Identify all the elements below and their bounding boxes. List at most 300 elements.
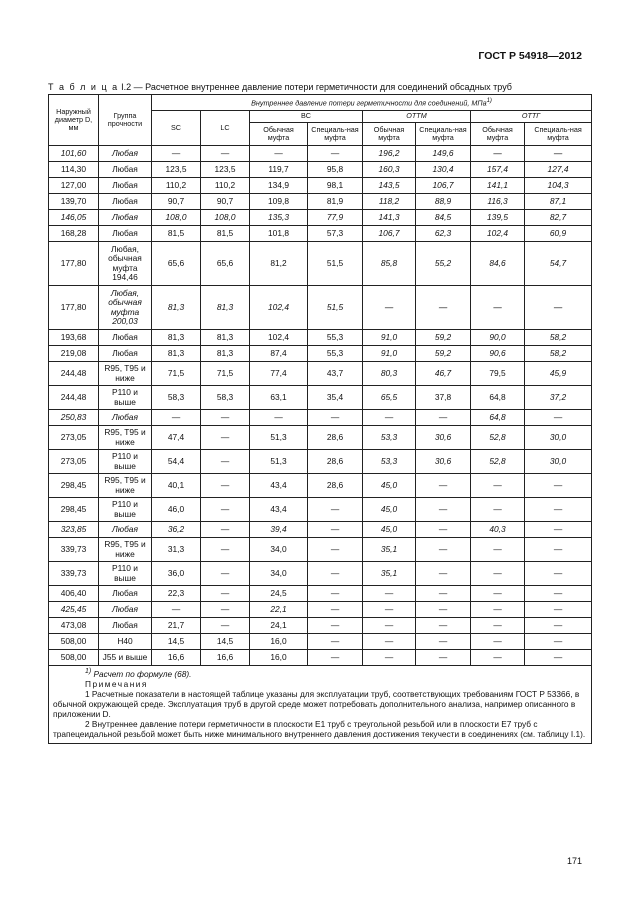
- cell-bc-normal: 43,4: [250, 498, 308, 522]
- cell-ottg-special: 45,9: [525, 362, 592, 386]
- table-row: [49, 618, 592, 634]
- cell-lc: —: [201, 602, 250, 618]
- table-row: [49, 634, 592, 650]
- cell-ottm-special: —: [416, 562, 471, 586]
- cell-bc-normal: 102,4: [250, 330, 308, 346]
- cell-bc-special: 55,3: [308, 346, 363, 362]
- cell-ottm-normal: 45,0: [363, 474, 416, 498]
- cell-sc: 22,3: [152, 586, 201, 602]
- cell-ottm-special: —: [416, 286, 471, 330]
- note-2: 2 Внутреннее давление потери герметичности в плоскости E1 труб с треугольной резьбой или в плоскости E7 труб с трапецеидальной резьбой может быть ниже минимального внутреннего давления достижения текучести в соединениях (см. таблицу I.1).: [53, 719, 586, 740]
- cell-ottg-special: 30,0: [525, 450, 592, 474]
- cell-ottg-special: —: [525, 538, 592, 562]
- cell-diameter: 139,70: [49, 194, 99, 210]
- cell-ottm-special: 62,3: [416, 226, 471, 242]
- table-row: [49, 242, 592, 286]
- cell-diameter: 508,00: [49, 634, 99, 650]
- header-lc: LC: [201, 111, 250, 146]
- cell-diameter: 298,45: [49, 474, 99, 498]
- cell-ottg-special: 87,1: [525, 194, 592, 210]
- header-bc-normal: Обычная муфта: [250, 123, 308, 146]
- cell-ottg-special: 60,9: [525, 226, 592, 242]
- cell-sc: —: [152, 146, 201, 162]
- cell-bc-special: 28,6: [308, 426, 363, 450]
- table-row: [49, 498, 592, 522]
- cell-ottg-special: 127,4: [525, 162, 592, 178]
- cell-ottg-normal: —: [471, 146, 525, 162]
- cell-sc: 36,0: [152, 562, 201, 586]
- header-sc: SC: [152, 111, 201, 146]
- cell-lc: 108,0: [201, 210, 250, 226]
- cell-bc-normal: 101,8: [250, 226, 308, 242]
- cell-ottm-normal: —: [363, 618, 416, 634]
- cell-bc-special: 51,5: [308, 286, 363, 330]
- cell-sc: 21,7: [152, 618, 201, 634]
- cell-ottm-normal: 160,3: [363, 162, 416, 178]
- cell-ottg-normal: 139,5: [471, 210, 525, 226]
- caption-prefix: Т а б л и ц а: [48, 82, 119, 92]
- cell-bc-special: —: [308, 538, 363, 562]
- cell-ottg-normal: 90,6: [471, 346, 525, 362]
- cell-diameter: 323,85: [49, 522, 99, 538]
- cell-bc-special: 51,5: [308, 242, 363, 286]
- cell-ottm-normal: 35,1: [363, 562, 416, 586]
- cell-ottg-normal: 116,3: [471, 194, 525, 210]
- cell-ottg-normal: —: [471, 586, 525, 602]
- cell-ottm-normal: 118,2: [363, 194, 416, 210]
- cell-ottg-normal: 79,5: [471, 362, 525, 386]
- cell-ottg-normal: 84,6: [471, 242, 525, 286]
- cell-bc-special: 81,9: [308, 194, 363, 210]
- page-number: 171: [566, 856, 582, 866]
- cell-diameter: 146,05: [49, 210, 99, 226]
- table-row: [49, 226, 592, 242]
- cell-ottg-special: 58,2: [525, 330, 592, 346]
- cell-sc: 81,3: [152, 330, 201, 346]
- cell-ottg-normal: 90,0: [471, 330, 525, 346]
- cell-ottm-special: 149,6: [416, 146, 471, 162]
- cell-diameter: 244,48: [49, 362, 99, 386]
- cell-bc-special: 95,8: [308, 162, 363, 178]
- table-row: [49, 650, 592, 666]
- cell-bc-special: 57,3: [308, 226, 363, 242]
- cell-diameter: 473,08: [49, 618, 99, 634]
- cell-bc-special: —: [308, 522, 363, 538]
- cell-bc-normal: 34,0: [250, 562, 308, 586]
- cell-bc-normal: 87,4: [250, 346, 308, 362]
- cell-lc: —: [201, 522, 250, 538]
- cell-lc: —: [201, 562, 250, 586]
- cell-ottg-normal: 102,4: [471, 226, 525, 242]
- cell-bc-special: —: [308, 602, 363, 618]
- cell-lc: 16,6: [201, 650, 250, 666]
- cell-ottm-normal: —: [363, 410, 416, 426]
- table-row: [49, 210, 592, 226]
- cell-bc-special: —: [308, 586, 363, 602]
- table-row: [49, 162, 592, 178]
- cell-ottg-special: 82,7: [525, 210, 592, 226]
- cell-ottm-special: 37,8: [416, 386, 471, 410]
- cell-group: P110 и выше: [99, 498, 152, 522]
- cell-lc: 65,6: [201, 242, 250, 286]
- cell-group: R95, T95 и ниже: [99, 474, 152, 498]
- cell-ottm-special: —: [416, 410, 471, 426]
- cell-group: Любая: [99, 146, 152, 162]
- cell-sc: 90,7: [152, 194, 201, 210]
- header-pressure-sup: 1): [486, 97, 492, 104]
- cell-ottg-special: 58,2: [525, 346, 592, 362]
- header-ottm-special: Специаль-ная муфта: [416, 123, 471, 146]
- cell-lc: —: [201, 538, 250, 562]
- cell-sc: 81,5: [152, 226, 201, 242]
- cell-bc-special: 98,1: [308, 178, 363, 194]
- table-row: [49, 602, 592, 618]
- cell-diameter: 273,05: [49, 450, 99, 474]
- cell-group: Любая, обычная муфта 194,46: [99, 242, 152, 286]
- cell-group: Любая: [99, 194, 152, 210]
- cell-bc-normal: 77,4: [250, 362, 308, 386]
- cell-lc: —: [201, 450, 250, 474]
- table-row: [49, 178, 592, 194]
- cell-sc: 58,3: [152, 386, 201, 410]
- cell-ottg-normal: —: [471, 618, 525, 634]
- cell-diameter: 244,48: [49, 386, 99, 410]
- cell-group: Любая, обычная муфта 200,03: [99, 286, 152, 330]
- cell-ottg-special: —: [525, 522, 592, 538]
- cell-bc-normal: 81,2: [250, 242, 308, 286]
- cell-bc-special: 77,9: [308, 210, 363, 226]
- cell-diameter: 339,73: [49, 562, 99, 586]
- cell-group: R95, T95 и ниже: [99, 538, 152, 562]
- cell-lc: —: [201, 498, 250, 522]
- cell-ottg-special: 30,0: [525, 426, 592, 450]
- cell-bc-normal: 51,3: [250, 450, 308, 474]
- cell-lc: 90,7: [201, 194, 250, 210]
- standard-header: ГОСТ Р 54918—2012: [478, 50, 582, 62]
- pressure-table: [48, 94, 592, 744]
- cell-ottg-normal: —: [471, 602, 525, 618]
- header-ottg: ОТТГ: [471, 111, 592, 123]
- cell-bc-normal: 119,7: [250, 162, 308, 178]
- cell-bc-normal: 34,0: [250, 538, 308, 562]
- cell-group: R95, T95 и ниже: [99, 426, 152, 450]
- cell-lc: 14,5: [201, 634, 250, 650]
- cell-sc: 47,4: [152, 426, 201, 450]
- cell-lc: —: [201, 426, 250, 450]
- cell-group: R95, T95 и ниже: [99, 362, 152, 386]
- cell-lc: 81,3: [201, 286, 250, 330]
- cell-bc-special: 43,7: [308, 362, 363, 386]
- table-row: [49, 426, 592, 450]
- cell-ottg-normal: 64,8: [471, 386, 525, 410]
- cell-ottg-normal: 64,8: [471, 410, 525, 426]
- cell-group: Любая: [99, 586, 152, 602]
- table-row: [49, 330, 592, 346]
- cell-ottm-special: —: [416, 538, 471, 562]
- cell-sc: 108,0: [152, 210, 201, 226]
- cell-group: Любая: [99, 330, 152, 346]
- cell-ottg-normal: —: [471, 562, 525, 586]
- cell-ottg-special: —: [525, 634, 592, 650]
- cell-sc: 36,2: [152, 522, 201, 538]
- cell-ottg-special: —: [525, 146, 592, 162]
- header-bc: BC: [250, 111, 363, 123]
- footnote-text: Расчет по формуле (68).: [91, 668, 192, 679]
- cell-bc-normal: 51,3: [250, 426, 308, 450]
- cell-group: J55 и выше: [99, 650, 152, 666]
- table-row: [49, 562, 592, 586]
- cell-ottm-normal: —: [363, 602, 416, 618]
- cell-sc: 65,6: [152, 242, 201, 286]
- table-caption: [48, 82, 588, 92]
- cell-sc: 81,3: [152, 346, 201, 362]
- cell-ottg-special: —: [525, 562, 592, 586]
- cell-ottm-special: 55,2: [416, 242, 471, 286]
- cell-ottg-normal: —: [471, 538, 525, 562]
- cell-ottg-normal: —: [471, 634, 525, 650]
- cell-group: Любая: [99, 226, 152, 242]
- cell-sc: 46,0: [152, 498, 201, 522]
- cell-ottm-special: 30,6: [416, 450, 471, 474]
- table-row: [49, 538, 592, 562]
- cell-ottg-special: 104,3: [525, 178, 592, 194]
- cell-bc-normal: 43,4: [250, 474, 308, 498]
- cell-ottm-normal: 65,5: [363, 386, 416, 410]
- cell-ottm-special: —: [416, 498, 471, 522]
- header-diameter: Наружный диаметр D, мм: [49, 95, 99, 146]
- cell-bc-normal: 134,9: [250, 178, 308, 194]
- cell-diameter: 177,80: [49, 286, 99, 330]
- cell-sc: 110,2: [152, 178, 201, 194]
- cell-group: P110 и выше: [99, 386, 152, 410]
- cell-bc-normal: 102,4: [250, 286, 308, 330]
- cell-group: Любая: [99, 210, 152, 226]
- cell-ottm-special: —: [416, 650, 471, 666]
- cell-group: Любая: [99, 178, 152, 194]
- cell-ottg-special: —: [525, 586, 592, 602]
- cell-ottg-special: —: [525, 474, 592, 498]
- cell-lc: 81,3: [201, 346, 250, 362]
- header-pressure: [152, 95, 592, 111]
- cell-sc: 81,3: [152, 286, 201, 330]
- cell-lc: 58,3: [201, 386, 250, 410]
- cell-lc: 81,3: [201, 330, 250, 346]
- cell-bc-special: —: [308, 410, 363, 426]
- table-row: [49, 194, 592, 210]
- cell-diameter: 219,08: [49, 346, 99, 362]
- cell-diameter: 114,30: [49, 162, 99, 178]
- cell-diameter: 273,05: [49, 426, 99, 450]
- header-ottg-normal: Обычная муфта: [471, 123, 525, 146]
- cell-ottg-normal: 141,1: [471, 178, 525, 194]
- cell-ottm-normal: 80,3: [363, 362, 416, 386]
- cell-ottm-normal: 45,0: [363, 522, 416, 538]
- cell-group: Любая: [99, 410, 152, 426]
- cell-diameter: 425,45: [49, 602, 99, 618]
- cell-ottg-normal: 40,3: [471, 522, 525, 538]
- cell-ottm-normal: 45,0: [363, 498, 416, 522]
- table-row: [49, 386, 592, 410]
- cell-bc-normal: 24,5: [250, 586, 308, 602]
- cell-lc: 71,5: [201, 362, 250, 386]
- cell-sc: —: [152, 410, 201, 426]
- table-row: [49, 586, 592, 602]
- cell-diameter: 101,60: [49, 146, 99, 162]
- cell-bc-normal: 135,3: [250, 210, 308, 226]
- cell-ottg-special: 37,2: [525, 386, 592, 410]
- cell-bc-special: 35,4: [308, 386, 363, 410]
- header-ottm: ОТТМ: [363, 111, 471, 123]
- cell-bc-normal: 63,1: [250, 386, 308, 410]
- cell-ottg-special: 54,7: [525, 242, 592, 286]
- cell-ottg-normal: —: [471, 474, 525, 498]
- cell-bc-special: 28,6: [308, 474, 363, 498]
- cell-ottm-special: 106,7: [416, 178, 471, 194]
- cell-bc-special: —: [308, 618, 363, 634]
- cell-sc: 14,5: [152, 634, 201, 650]
- cell-ottm-normal: 91,0: [363, 330, 416, 346]
- cell-group: P110 и выше: [99, 562, 152, 586]
- cell-sc: —: [152, 602, 201, 618]
- cell-ottg-special: —: [525, 602, 592, 618]
- cell-ottm-special: —: [416, 586, 471, 602]
- cell-ottm-special: —: [416, 522, 471, 538]
- cell-sc: 54,4: [152, 450, 201, 474]
- cell-sc: 123,5: [152, 162, 201, 178]
- cell-diameter: 127,00: [49, 178, 99, 194]
- cell-bc-special: —: [308, 146, 363, 162]
- cell-diameter: 298,45: [49, 498, 99, 522]
- cell-ottm-special: —: [416, 618, 471, 634]
- cell-ottm-normal: —: [363, 634, 416, 650]
- cell-lc: —: [201, 474, 250, 498]
- table-row: [49, 362, 592, 386]
- cell-ottm-normal: 53,3: [363, 450, 416, 474]
- cell-ottm-normal: 91,0: [363, 346, 416, 362]
- cell-bc-special: —: [308, 650, 363, 666]
- cell-ottg-normal: —: [471, 286, 525, 330]
- header-ottm-normal: Обычная муфта: [363, 123, 416, 146]
- cell-ottg-special: —: [525, 618, 592, 634]
- cell-sc: 71,5: [152, 362, 201, 386]
- table-row: [49, 286, 592, 330]
- cell-ottm-normal: 53,3: [363, 426, 416, 450]
- cell-ottm-special: 84,5: [416, 210, 471, 226]
- cell-ottm-special: 59,2: [416, 330, 471, 346]
- cell-diameter: 250,83: [49, 410, 99, 426]
- cell-lc: 123,5: [201, 162, 250, 178]
- footnote: [85, 668, 587, 679]
- cell-group: Любая: [99, 602, 152, 618]
- cell-lc: —: [201, 410, 250, 426]
- table-row: [49, 522, 592, 538]
- cell-ottm-normal: 85,8: [363, 242, 416, 286]
- cell-diameter: 508,00: [49, 650, 99, 666]
- table-row: [49, 474, 592, 498]
- cell-ottm-special: 59,2: [416, 346, 471, 362]
- cell-bc-normal: 24,1: [250, 618, 308, 634]
- cell-sc: 40,1: [152, 474, 201, 498]
- cell-ottm-special: 46,7: [416, 362, 471, 386]
- cell-diameter: 177,80: [49, 242, 99, 286]
- table-row: [49, 450, 592, 474]
- cell-lc: —: [201, 618, 250, 634]
- cell-ottm-special: —: [416, 474, 471, 498]
- cell-ottm-special: 88,9: [416, 194, 471, 210]
- cell-bc-special: 55,3: [308, 330, 363, 346]
- cell-ottg-special: —: [525, 650, 592, 666]
- cell-bc-normal: —: [250, 146, 308, 162]
- cell-ottg-special: —: [525, 498, 592, 522]
- cell-lc: —: [201, 586, 250, 602]
- cell-bc-normal: 16,0: [250, 634, 308, 650]
- cell-ottg-special: —: [525, 286, 592, 330]
- cell-ottm-special: 30,6: [416, 426, 471, 450]
- cell-bc-normal: 16,0: [250, 650, 308, 666]
- cell-ottg-normal: 52,8: [471, 426, 525, 450]
- cell-bc-special: —: [308, 498, 363, 522]
- caption-text: I.2 — Расчетное внутреннее давление потери герметичности для соединений обсадных труб: [118, 82, 512, 92]
- cell-lc: 81,5: [201, 226, 250, 242]
- cell-diameter: 193,68: [49, 330, 99, 346]
- cell-bc-special: —: [308, 634, 363, 650]
- cell-ottg-normal: 52,8: [471, 450, 525, 474]
- cell-ottm-special: 130,4: [416, 162, 471, 178]
- header-ottg-special: Специаль-ная муфта: [525, 123, 592, 146]
- cell-bc-special: —: [308, 562, 363, 586]
- footnote-sup: 1): [85, 668, 92, 675]
- cell-group: Любая: [99, 346, 152, 362]
- cell-ottm-special: —: [416, 634, 471, 650]
- cell-ottm-normal: 106,7: [363, 226, 416, 242]
- cell-diameter: 339,73: [49, 538, 99, 562]
- cell-bc-normal: 22,1: [250, 602, 308, 618]
- cell-bc-special: 28,6: [308, 450, 363, 474]
- note-1: 1 Расчетные показатели в настоящей таблице указаны для эксплуатации труб, соответствующих требованиям ГОСТ Р 53366, в обычной окружающей среде. Эксплуатация труб в другой среде может потребовать дополнительного анализа, например описанного в приложении D.: [53, 688, 580, 720]
- header-pressure-text: Внутреннее давление потери герметичности для соединений, МПа: [251, 98, 487, 108]
- table-row: [49, 410, 592, 426]
- cell-sc: 31,3: [152, 538, 201, 562]
- cell-ottg-normal: —: [471, 650, 525, 666]
- cell-ottm-normal: 35,1: [363, 538, 416, 562]
- table-body: [49, 146, 592, 666]
- cell-ottm-normal: —: [363, 586, 416, 602]
- cell-diameter: 406,40: [49, 586, 99, 602]
- cell-bc-normal: 109,8: [250, 194, 308, 210]
- table-row: [49, 346, 592, 362]
- header-bc-special: Специаль-ная муфта: [308, 123, 363, 146]
- cell-group: Любая: [99, 162, 152, 178]
- cell-ottg-normal: 157,4: [471, 162, 525, 178]
- cell-ottm-normal: 143,5: [363, 178, 416, 194]
- cell-group: H40: [99, 634, 152, 650]
- cell-bc-normal: 39,4: [250, 522, 308, 538]
- cell-group: Любая: [99, 618, 152, 634]
- cell-ottg-special: —: [525, 410, 592, 426]
- notes-title: Примечания: [85, 678, 148, 689]
- cell-sc: 16,6: [152, 650, 201, 666]
- cell-group: P110 и выше: [99, 450, 152, 474]
- table-row: [49, 146, 592, 162]
- cell-lc: —: [201, 146, 250, 162]
- header-group: Группа прочности: [99, 95, 152, 146]
- cell-ottm-normal: 196,2: [363, 146, 416, 162]
- cell-ottm-normal: —: [363, 650, 416, 666]
- cell-bc-normal: —: [250, 410, 308, 426]
- cell-diameter: 168,28: [49, 226, 99, 242]
- cell-group: Любая: [99, 522, 152, 538]
- cell-ottm-normal: —: [363, 286, 416, 330]
